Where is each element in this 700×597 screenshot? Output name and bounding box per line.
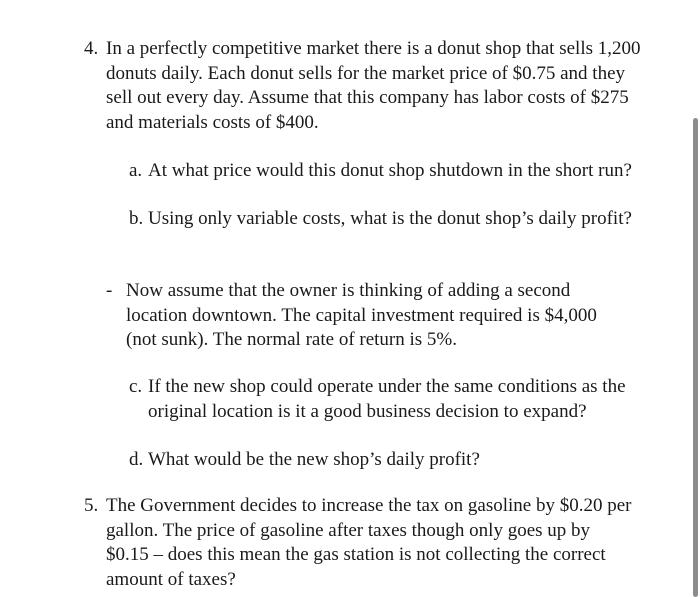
sub-question-marker: c.	[129, 376, 143, 397]
sub-question-text: If the new shop could operate under the same conditions as the original location is it a good business decision to expand?	[148, 376, 626, 422]
question-5	[84, 494, 634, 592]
question-text: In a perfectly competitive market there is a donut shop that sells 1,200 donuts daily. Each donut sells for the market price of $0.75 and they sell out every day. Assume that this company has labor costs of $275 and materials costs of $400.	[106, 38, 641, 133]
sub-question-text: What would be the new shop’s daily profit?	[148, 449, 480, 470]
question-text: The Government decides to increase the tax on gasoline by $0.20 per gallon. The price of gasoline after taxes though only goes up by $0.15 – does this mean the gas station is not collecting the correct amount of taxes?	[106, 495, 632, 590]
sub-question-marker: b.	[129, 208, 144, 229]
vertical-scrollbar[interactable]	[693, 118, 698, 597]
question-4	[84, 37, 644, 135]
sub-question-text: At what price would this donut shop shutdown in the short run?	[148, 160, 632, 181]
sub-question-b	[129, 207, 639, 232]
sub-question-marker: a.	[129, 160, 143, 181]
scenario-paragraph	[106, 279, 616, 353]
question-number: 5.	[84, 495, 99, 516]
sub-question-text: Using only variable costs, what is the donut shop’s daily profit?	[148, 208, 632, 229]
sub-question-d	[129, 448, 629, 473]
sub-question-a	[129, 159, 639, 184]
scenario-text: Now assume that the owner is thinking of adding a second location downtown. The capital investment required is $4,000 (not sunk). The normal rate of return is 5%.	[126, 280, 597, 350]
dash-marker: -	[106, 280, 113, 301]
question-number: 4.	[84, 38, 99, 59]
sub-question-c	[129, 375, 629, 424]
sub-question-marker: d.	[129, 449, 144, 470]
